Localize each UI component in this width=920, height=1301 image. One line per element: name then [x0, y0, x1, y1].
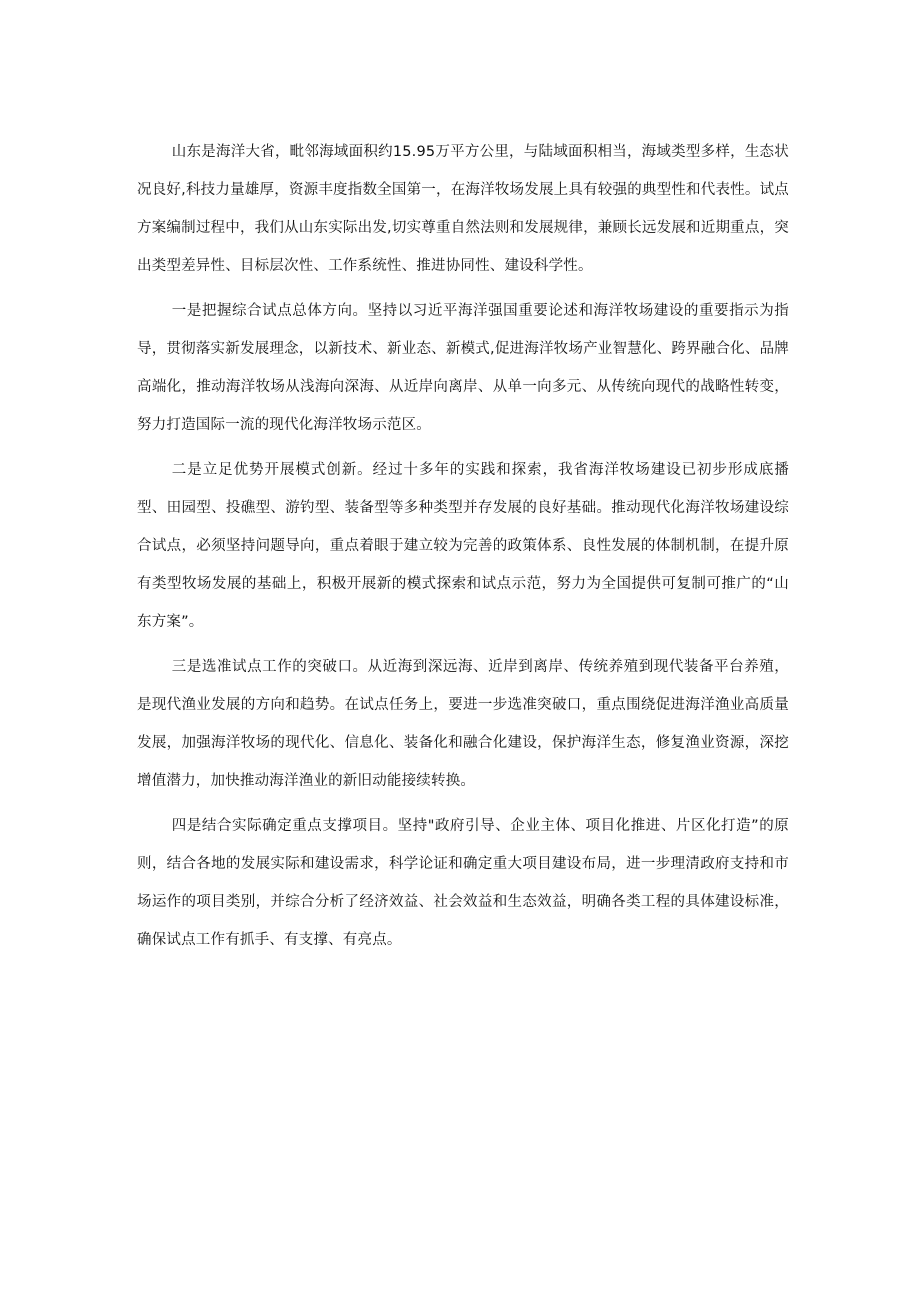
paragraph-point-two: 二是立足优势开展模式创新。经过十多年的实践和探索，我省海洋牧场建设已初步形成底播型、田园型、投礁型、游钓型、装备型等多种类型并存发展的良好基础。推动现代化海洋牧场建设综合试点，必须坚持问题导向，重点着眼于建立较为完善的政策体系、良性发展的体制机制，在提升原有类型牧场发展的基础上，积极开展新的模式探索和试点示范，努力为全国提供可复制可推广的“山东方案”。: [137, 462, 789, 630]
paragraph-point-three: 三是选准试点工作的突破口。从近海到深远海、近岸到离岸、传统养殖到现代装备平台养殖，是现代渔业发展的方向和趋势。在试点任务上，要进一步选准突破口，重点围绕促进海洋渔业高质量发展，加强海洋牧场的现代化、信息化、装备化和融合化建设，保护海洋生态，修复渔业资源，深挖增值潜力，加快推动海洋渔业的新旧动能接续转换。: [137, 659, 789, 789]
paragraph-point-one: 一是把握综合试点总体方向。坚持以习近平海洋强国重要论述和海洋牧场建设的重要指示为指导，贯彻落实新发展理念，以新技术、新业态、新模式,促进海洋牧场产业智慧化、跨界融合化、品牌高端化，推动海洋牧场从浅海向深海、从近岸向离岸、从单一向多元、从传统向现代的战略性转变，努力打造国际一流的现代化海洋牧场示范区。: [137, 303, 789, 433]
paragraph-intro: 山东是海洋大省，毗邻海域面积约15.95万平方公里，与陆域面积相当，海域类型多样，生态状况良好,科技力量雄厚，资源丰度指数全国第一，在海洋牧场发展上具有较强的典型性和代表性。试点方案编制过程中，我们从山东实际出发,切实尊重自然法则和发展规律，兼顾长远发展和近期重点，突出类型差异性、目标层次性、工作系统性、推进协同性、建设科学性。: [137, 144, 789, 274]
paragraph-point-four: 四是结合实际确定重点支撑项目。坚持"政府引导、企业主体、项目化推进、片区化打造”的原则，结合各地的发展实际和建设需求，科学论证和确定重大项目建设布局，进一步理清政府支持和市场运作的项目类别，并综合分析了经济效益、社会效益和生态效益，明确各类工程的具体建设标准，确保试点工作有抓手、有支撑、有亮点。: [137, 818, 789, 948]
document-body: [137, 133, 789, 966]
